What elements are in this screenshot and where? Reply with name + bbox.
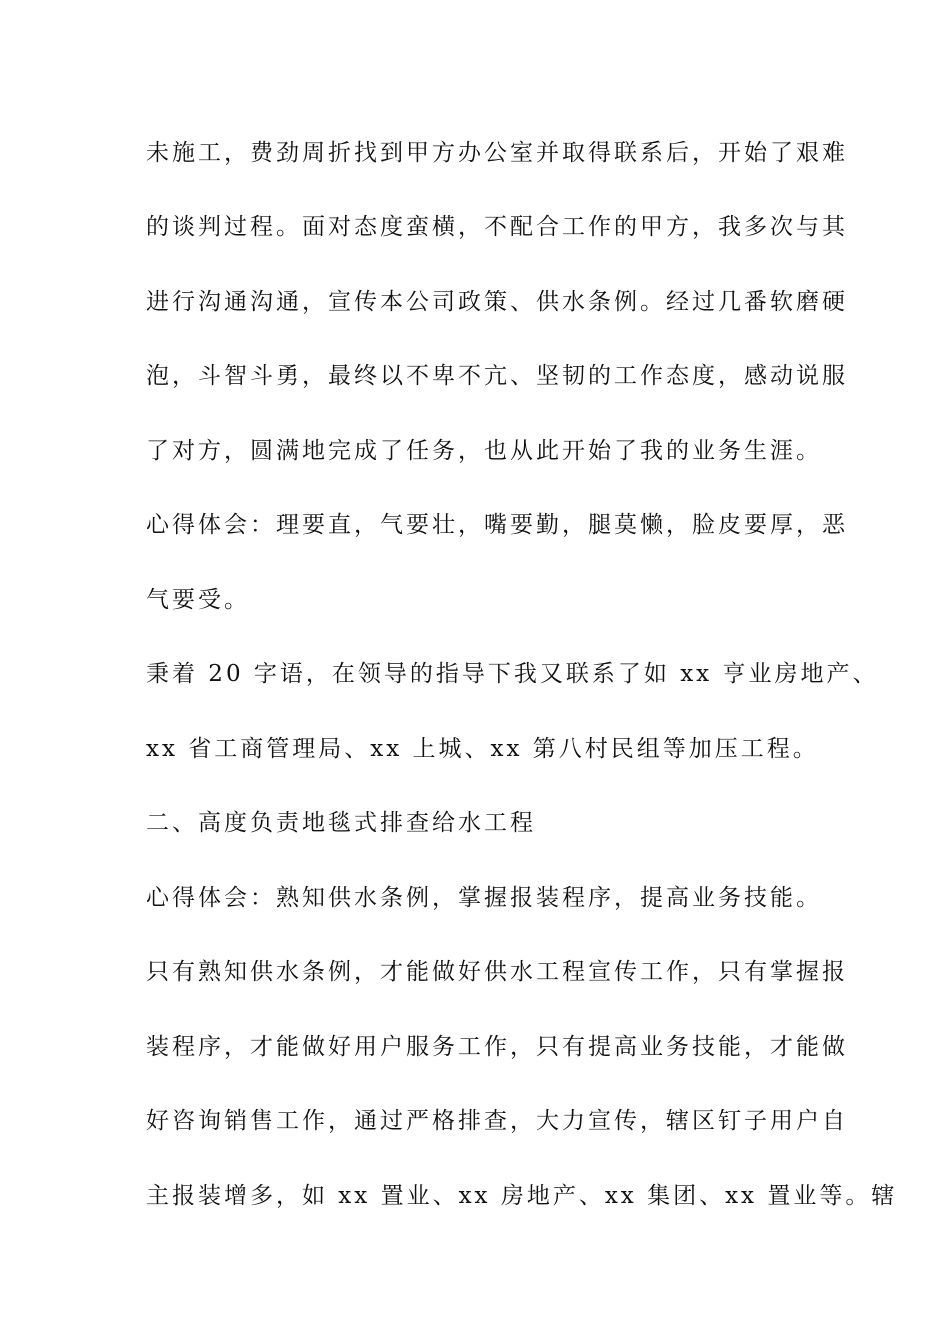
section-heading: 二、高度负责地毯式排查给水工程: [146, 810, 536, 836]
text-line-11: 心得体会：熟知供水条例，掌握报装程序，提高业务技能。: [146, 885, 822, 911]
text-line-2: 的谈判过程。面对态度蛮横，不配合工作的甲方，我多次与其: [146, 214, 848, 240]
text-line-5: 了对方，圆满地完成了任务，也从此开始了我的业务生涯。: [146, 438, 822, 464]
text-line-1: 未施工，费劲周折找到甲方办公室并取得联系后，开始了艰难: [146, 140, 848, 166]
text-line-9: xx 省工商管理局、xx 上城、xx 第八村民组等加压工程。: [146, 736, 819, 762]
text-line-8: 秉着 20 字语，在领导的指导下我又联系了如 xx 亨业房地产、: [146, 661, 879, 687]
text-line-12: 只有熟知供水条例，才能做好供水工程宣传工作，只有掌握报: [146, 959, 848, 985]
text-line-15: 主报装增多，如 xx 置业、xx 房地产、xx 集团、xx 置业等。辖: [146, 1183, 898, 1209]
text-line-6: 心得体会：理要直，气要壮，嘴要勤，腿莫懒，脸皮要厚，恶: [146, 512, 848, 538]
text-line-7: 气要受。: [146, 587, 250, 613]
text-line-13: 装程序，才能做好用户服务工作，只有提高业务技能，才能做: [146, 1034, 848, 1060]
text-line-4: 泡，斗智斗勇，最终以不卑不亢、坚韧的工作态度，感动说服: [146, 363, 848, 389]
text-line-14: 好咨询销售工作，通过严格排查，大力宣传，辖区钉子用户自: [146, 1108, 848, 1134]
text-line-3: 进行沟通沟通，宣传本公司政策、供水条例。经过几番软磨硬: [146, 289, 848, 315]
